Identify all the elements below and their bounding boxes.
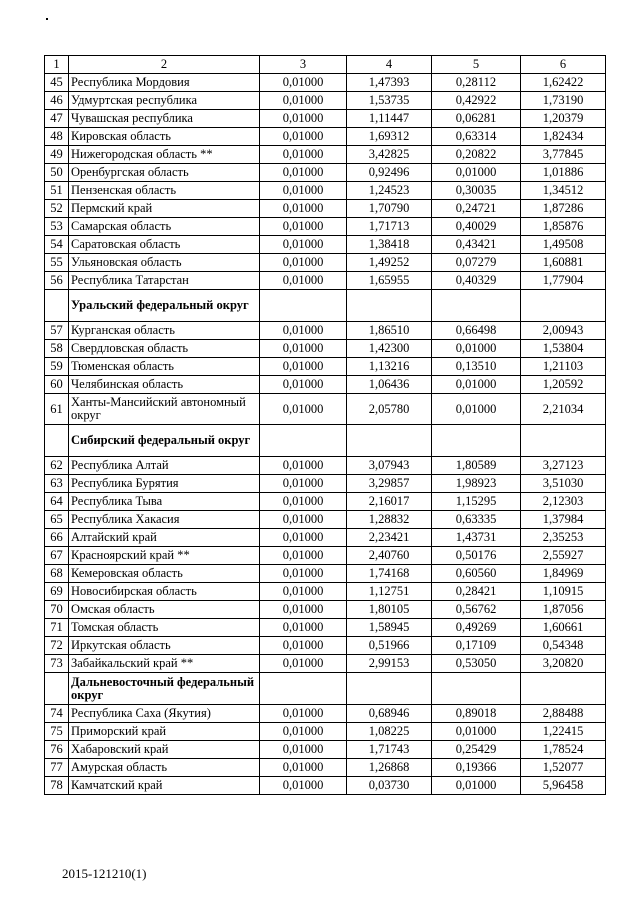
row-number: 53: [45, 218, 69, 236]
value-col6: 1,87056: [521, 601, 606, 619]
region-name: Забайкальский край **: [69, 655, 260, 673]
region-name: Кировская область: [69, 128, 260, 146]
table-row: [45, 529, 606, 547]
value-col6: 3,20820: [521, 655, 606, 673]
value-cell: [347, 290, 432, 322]
value-col5: 1,15295: [432, 493, 521, 511]
value-col5: 0,40029: [432, 218, 521, 236]
header-cell: 2: [69, 56, 260, 74]
value-col4: 1,47393: [347, 74, 432, 92]
region-name: Кемеровская область: [69, 565, 260, 583]
value-col6: 2,88488: [521, 705, 606, 723]
row-number: 70: [45, 601, 69, 619]
value-col4: 1,11447: [347, 110, 432, 128]
value-col3: 0,01000: [260, 358, 347, 376]
region-name: Саратовская область: [69, 236, 260, 254]
table-row: [45, 236, 606, 254]
value-col4: 1,53735: [347, 92, 432, 110]
table-row: [45, 705, 606, 723]
value-col6: 1,10915: [521, 583, 606, 601]
row-number: 78: [45, 777, 69, 795]
value-col5: 0,49269: [432, 619, 521, 637]
value-col4: 3,07943: [347, 457, 432, 475]
value-col5: 0,53050: [432, 655, 521, 673]
value-col5: 0,01000: [432, 394, 521, 425]
value-cell: [347, 673, 432, 705]
table-body: [45, 56, 606, 795]
row-number: 65: [45, 511, 69, 529]
row-number: 47: [45, 110, 69, 128]
region-name: Удмуртская республика: [69, 92, 260, 110]
table-row: [45, 565, 606, 583]
value-col4: 1,71713: [347, 218, 432, 236]
table-row: [45, 182, 606, 200]
value-col4: 1,38418: [347, 236, 432, 254]
value-col3: 0,01000: [260, 92, 347, 110]
region-name: Республика Хакасия: [69, 511, 260, 529]
value-col4: 1,58945: [347, 619, 432, 637]
table-row: [45, 547, 606, 565]
value-col4: 1,13216: [347, 358, 432, 376]
value-col3: 0,01000: [260, 340, 347, 358]
value-col4: 1,86510: [347, 322, 432, 340]
value-col4: 1,49252: [347, 254, 432, 272]
table-row: [45, 218, 606, 236]
value-col3: 0,01000: [260, 777, 347, 795]
region-name: Нижегородская область **: [69, 146, 260, 164]
value-col3: 0,01000: [260, 182, 347, 200]
value-col3: 0,01000: [260, 741, 347, 759]
value-col4: 3,42825: [347, 146, 432, 164]
value-col5: 0,28112: [432, 74, 521, 92]
row-number: 52: [45, 200, 69, 218]
value-col3: 0,01000: [260, 723, 347, 741]
value-cell: [432, 425, 521, 457]
value-col5: 0,43421: [432, 236, 521, 254]
region-name: Республика Саха (Якутия): [69, 705, 260, 723]
table-row: [45, 394, 606, 425]
value-col5: 0,01000: [432, 777, 521, 795]
row-number: 66: [45, 529, 69, 547]
region-name: Пензенская область: [69, 182, 260, 200]
value-col4: 1,26868: [347, 759, 432, 777]
value-col3: 0,01000: [260, 74, 347, 92]
value-col5: 0,30035: [432, 182, 521, 200]
region-name: Чувашская республика: [69, 110, 260, 128]
value-col6: 3,77845: [521, 146, 606, 164]
row-number: 51: [45, 182, 69, 200]
value-col3: 0,01000: [260, 254, 347, 272]
header-cell: 3: [260, 56, 347, 74]
value-col4: 1,42300: [347, 340, 432, 358]
table-row: [45, 92, 606, 110]
value-cell: [260, 290, 347, 322]
row-number: [45, 673, 69, 705]
row-number: 56: [45, 272, 69, 290]
row-number: 62: [45, 457, 69, 475]
table-row: [45, 493, 606, 511]
value-col5: 0,24721: [432, 200, 521, 218]
value-col4: 2,23421: [347, 529, 432, 547]
region-name: Ульяновская область: [69, 254, 260, 272]
value-col4: 1,70790: [347, 200, 432, 218]
value-cell: [260, 425, 347, 457]
table-row: [45, 583, 606, 601]
value-col4: 1,12751: [347, 583, 432, 601]
row-number: 61: [45, 394, 69, 425]
value-col5: 0,42922: [432, 92, 521, 110]
value-col6: 1,60881: [521, 254, 606, 272]
row-number: 60: [45, 376, 69, 394]
value-col3: 0,01000: [260, 128, 347, 146]
value-col6: 2,12303: [521, 493, 606, 511]
value-col6: 1,52077: [521, 759, 606, 777]
value-col5: 0,06281: [432, 110, 521, 128]
row-number: [45, 290, 69, 322]
row-number: 57: [45, 322, 69, 340]
value-col4: 2,99153: [347, 655, 432, 673]
value-col3: 0,01000: [260, 759, 347, 777]
value-col6: 1,34512: [521, 182, 606, 200]
value-col4: 2,40760: [347, 547, 432, 565]
row-number: 45: [45, 74, 69, 92]
value-col3: 0,01000: [260, 565, 347, 583]
table-row: [45, 200, 606, 218]
value-col4: 1,24523: [347, 182, 432, 200]
row-number: 55: [45, 254, 69, 272]
value-col3: 0,01000: [260, 457, 347, 475]
value-col6: 3,51030: [521, 475, 606, 493]
row-number: 63: [45, 475, 69, 493]
value-col6: 1,87286: [521, 200, 606, 218]
value-col6: 1,77904: [521, 272, 606, 290]
value-col6: 1,01886: [521, 164, 606, 182]
region-name: Хабаровский край: [69, 741, 260, 759]
value-col3: 0,01000: [260, 547, 347, 565]
value-col5: 0,07279: [432, 254, 521, 272]
row-number: 64: [45, 493, 69, 511]
header-row: [45, 56, 606, 74]
value-col3: 0,01000: [260, 200, 347, 218]
value-cell: [521, 673, 606, 705]
region-name: Красноярский край **: [69, 547, 260, 565]
value-col5: 0,01000: [432, 376, 521, 394]
row-number: [45, 425, 69, 457]
value-col3: 0,01000: [260, 529, 347, 547]
value-col4: 3,29857: [347, 475, 432, 493]
value-col6: 1,62422: [521, 74, 606, 92]
region-name: Ханты-Мансийский автономный округ: [69, 394, 260, 425]
table-row: [45, 146, 606, 164]
scan-speck: [46, 18, 48, 20]
value-col6: 1,21103: [521, 358, 606, 376]
value-col3: 0,01000: [260, 394, 347, 425]
value-col6: 1,53804: [521, 340, 606, 358]
region-name: Челябинская область: [69, 376, 260, 394]
value-col6: 1,20592: [521, 376, 606, 394]
value-col4: 1,08225: [347, 723, 432, 741]
value-col6: 3,27123: [521, 457, 606, 475]
value-col6: 2,35253: [521, 529, 606, 547]
value-col4: 1,65955: [347, 272, 432, 290]
value-col5: 0,25429: [432, 741, 521, 759]
table-row: [45, 358, 606, 376]
value-col3: 0,01000: [260, 705, 347, 723]
row-number: 54: [45, 236, 69, 254]
table-row: [45, 511, 606, 529]
value-col3: 0,01000: [260, 655, 347, 673]
region-name: Республика Тыва: [69, 493, 260, 511]
row-number: 58: [45, 340, 69, 358]
value-cell: [432, 673, 521, 705]
value-cell: [260, 673, 347, 705]
section-row: [45, 290, 606, 322]
region-name: Омская область: [69, 601, 260, 619]
value-col5: 0,89018: [432, 705, 521, 723]
value-col6: 2,21034: [521, 394, 606, 425]
region-name: Томская область: [69, 619, 260, 637]
value-cell: [521, 290, 606, 322]
table-row: [45, 340, 606, 358]
value-cell: [521, 425, 606, 457]
value-col5: 0,01000: [432, 164, 521, 182]
value-col3: 0,01000: [260, 218, 347, 236]
value-col3: 0,01000: [260, 322, 347, 340]
table-row: [45, 655, 606, 673]
row-number: 73: [45, 655, 69, 673]
region-name: Алтайский край: [69, 529, 260, 547]
value-col4: 1,06436: [347, 376, 432, 394]
value-col6: 2,55927: [521, 547, 606, 565]
value-col4: 0,92496: [347, 164, 432, 182]
region-name: Амурская область: [69, 759, 260, 777]
table-row: [45, 322, 606, 340]
value-col5: 0,17109: [432, 637, 521, 655]
row-number: 74: [45, 705, 69, 723]
header-cell: 4: [347, 56, 432, 74]
value-col4: 0,51966: [347, 637, 432, 655]
table-row: [45, 128, 606, 146]
table-row: [45, 376, 606, 394]
value-col5: 1,80589: [432, 457, 521, 475]
row-number: 75: [45, 723, 69, 741]
section-row: [45, 673, 606, 705]
region-name: Республика Мордовия: [69, 74, 260, 92]
region-name: Республика Алтай: [69, 457, 260, 475]
value-col6: 0,54348: [521, 637, 606, 655]
value-col6: 1,22415: [521, 723, 606, 741]
value-col6: 1,49508: [521, 236, 606, 254]
coefficients-table: [44, 55, 606, 795]
value-col6: 1,82434: [521, 128, 606, 146]
value-col5: 0,01000: [432, 340, 521, 358]
table-row: [45, 475, 606, 493]
section-title: Уральский федеральный округ: [69, 290, 260, 322]
value-col3: 0,01000: [260, 583, 347, 601]
document-id: 2015-121210(1): [62, 866, 147, 881]
table-row: [45, 777, 606, 795]
value-col3: 0,01000: [260, 110, 347, 128]
value-col5: 0,66498: [432, 322, 521, 340]
value-col6: 1,78524: [521, 741, 606, 759]
value-col5: 0,13510: [432, 358, 521, 376]
row-number: 67: [45, 547, 69, 565]
region-name: Республика Бурятия: [69, 475, 260, 493]
row-number: 72: [45, 637, 69, 655]
table-row: [45, 164, 606, 182]
value-col5: 1,43731: [432, 529, 521, 547]
value-col3: 0,01000: [260, 637, 347, 655]
row-number: 46: [45, 92, 69, 110]
header-cell: 5: [432, 56, 521, 74]
value-col6: 2,00943: [521, 322, 606, 340]
value-col5: 0,01000: [432, 723, 521, 741]
row-number: 59: [45, 358, 69, 376]
value-cell: [432, 290, 521, 322]
value-col6: 1,73190: [521, 92, 606, 110]
row-number: 50: [45, 164, 69, 182]
value-col5: 0,60560: [432, 565, 521, 583]
value-col3: 0,01000: [260, 493, 347, 511]
table-row: [45, 601, 606, 619]
value-col4: 1,69312: [347, 128, 432, 146]
row-number: 69: [45, 583, 69, 601]
value-col4: 0,68946: [347, 705, 432, 723]
value-col5: 0,28421: [432, 583, 521, 601]
value-col4: 1,71743: [347, 741, 432, 759]
value-col6: 5,96458: [521, 777, 606, 795]
value-col3: 0,01000: [260, 376, 347, 394]
value-col3: 0,01000: [260, 511, 347, 529]
table-row: [45, 619, 606, 637]
region-name: Камчатский край: [69, 777, 260, 795]
row-number: 76: [45, 741, 69, 759]
row-number: 48: [45, 128, 69, 146]
value-col6: 1,37984: [521, 511, 606, 529]
value-col6: 1,85876: [521, 218, 606, 236]
region-name: Республика Татарстан: [69, 272, 260, 290]
table-row: [45, 723, 606, 741]
region-name: Иркутская область: [69, 637, 260, 655]
region-name: Самарская область: [69, 218, 260, 236]
value-col4: 2,16017: [347, 493, 432, 511]
value-col3: 0,01000: [260, 272, 347, 290]
value-col5: 0,40329: [432, 272, 521, 290]
value-col4: 1,80105: [347, 601, 432, 619]
table-row: [45, 74, 606, 92]
table-row: [45, 272, 606, 290]
value-col3: 0,01000: [260, 601, 347, 619]
value-col5: 0,50176: [432, 547, 521, 565]
value-col4: 1,74168: [347, 565, 432, 583]
section-title: Дальневосточный федеральный округ: [69, 673, 260, 705]
value-col5: 0,19366: [432, 759, 521, 777]
header-cell: 6: [521, 56, 606, 74]
value-col6: 1,20379: [521, 110, 606, 128]
value-col3: 0,01000: [260, 475, 347, 493]
table-row: [45, 254, 606, 272]
value-col6: 1,60661: [521, 619, 606, 637]
row-number: 49: [45, 146, 69, 164]
region-name: Пермский край: [69, 200, 260, 218]
value-col6: 1,84969: [521, 565, 606, 583]
value-col3: 0,01000: [260, 236, 347, 254]
section-row: [45, 425, 606, 457]
value-col5: 1,98923: [432, 475, 521, 493]
table-row: [45, 457, 606, 475]
value-col3: 0,01000: [260, 619, 347, 637]
region-name: Новосибирская область: [69, 583, 260, 601]
value-col4: 0,03730: [347, 777, 432, 795]
row-number: 71: [45, 619, 69, 637]
region-name: Свердловская область: [69, 340, 260, 358]
table-row: [45, 741, 606, 759]
region-name: Оренбургская область: [69, 164, 260, 182]
header-cell: 1: [45, 56, 69, 74]
value-col5: 0,63335: [432, 511, 521, 529]
section-title: Сибирский федеральный округ: [69, 425, 260, 457]
table-row: [45, 759, 606, 777]
row-number: 77: [45, 759, 69, 777]
value-cell: [347, 425, 432, 457]
row-number: 68: [45, 565, 69, 583]
value-col5: 0,63314: [432, 128, 521, 146]
region-name: Курганская область: [69, 322, 260, 340]
value-col3: 0,01000: [260, 164, 347, 182]
value-col4: 2,05780: [347, 394, 432, 425]
value-col5: 0,20822: [432, 146, 521, 164]
table-row: [45, 110, 606, 128]
value-col3: 0,01000: [260, 146, 347, 164]
region-name: Приморский край: [69, 723, 260, 741]
value-col5: 0,56762: [432, 601, 521, 619]
region-name: Тюменская область: [69, 358, 260, 376]
table-row: [45, 637, 606, 655]
value-col4: 1,28832: [347, 511, 432, 529]
